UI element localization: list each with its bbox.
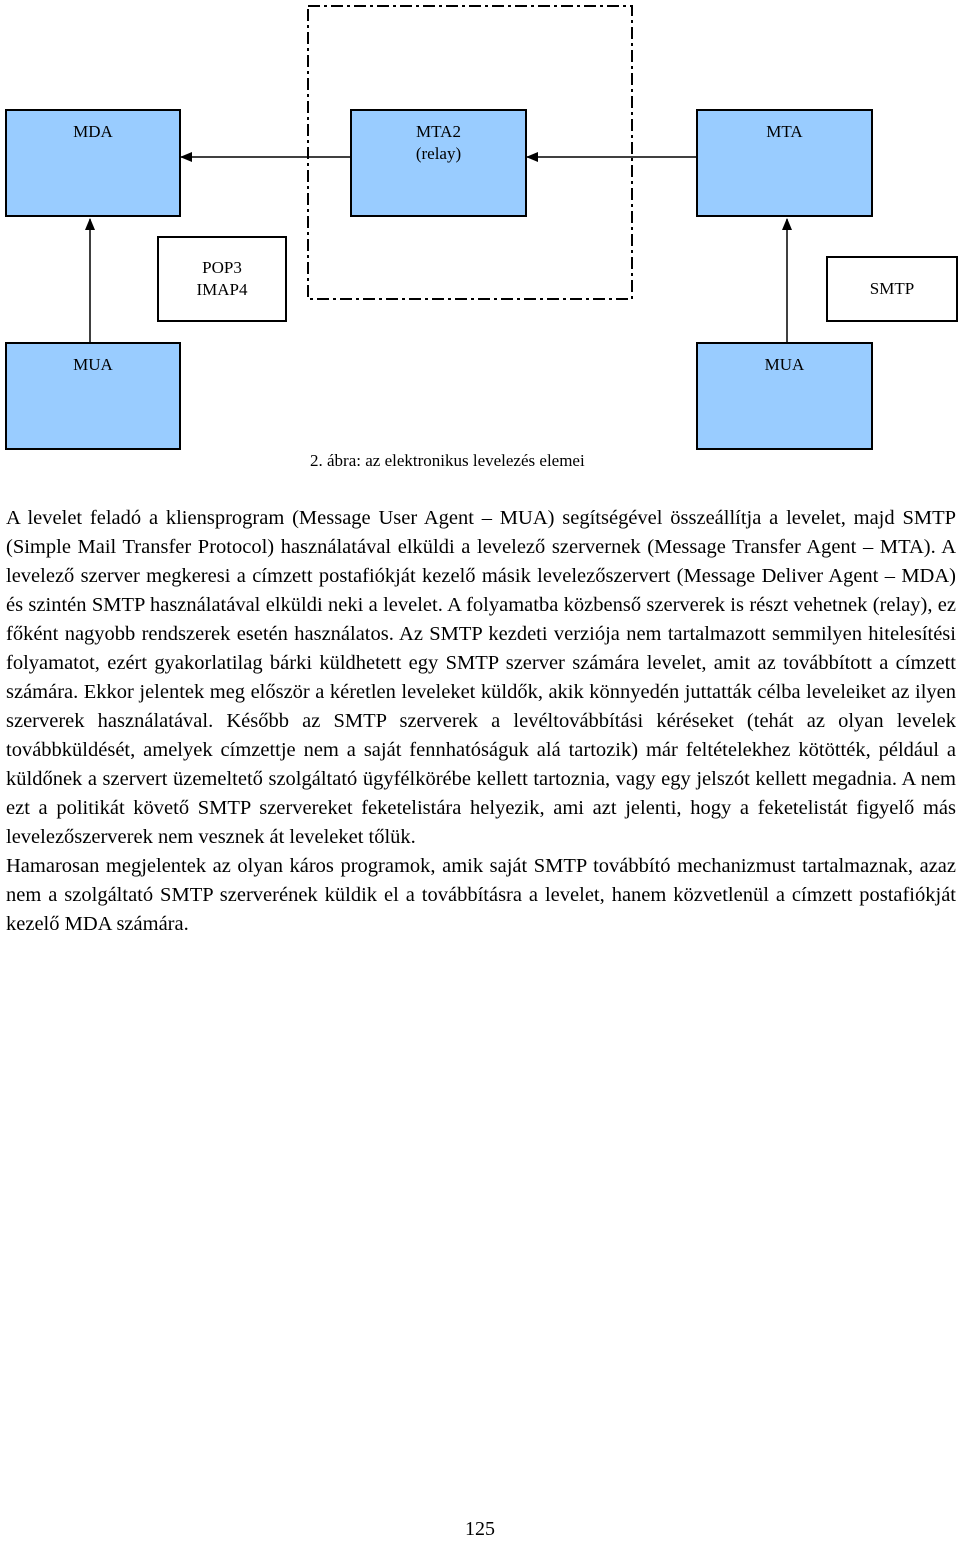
mta2-label: MTA2 (relay) bbox=[415, 122, 462, 163]
mua-left-box bbox=[5, 342, 181, 450]
pop3-imap4-box bbox=[157, 236, 287, 322]
figure-caption: 2. ábra: az elektronikus levelezés elemei bbox=[310, 451, 585, 470]
smtp-label: SMTP bbox=[869, 279, 915, 298]
body-text bbox=[6, 504, 956, 939]
mta2-box bbox=[350, 109, 527, 217]
paragraph: A levelet feladó a kliensprogram (Message User Agent – MUA) segítségével összeállítja a levelet, majd SMTP (Simple Mail Transfer Protocol) használatával elküldi a levelező szervernek (Message Transfer Agent – MTA). A levelező szerver megkeresi a címzett postafiókját kezelő másik levelezőszervert (Message Deliver Agent – MDA) és szintén SMTP használatával elküldi neki a levelet. A folyamatba közbenső szerverek is részt vehetnek (relay), ez főként nagyobb rendszerek esetén használatos. Az SMTP kezdeti verziója nem tartalmazott semmilyen hitelesítési folyamatot, ezért gyakorlatilag bárki küldhetett egy SMTP szerver számára levelet, amit az továbbított a címzett számára. Ekkor jelentek meg először a kéretlen leveleket küldők, akik könnyedén juttatták célba leveleiket az ilyen szerverek használatával. Később az SMTP szerverek a levéltovábbítási kéréseket (tehát az olyan levelek továbbküldését, amelyek címzettje nem a saját fennhatóságuk alá tartozik) már feltételekhez kötötték, például a küldőnek a szervert üzemeltető szolgáltató ügyfélkörébe kellett tartoznia, vagy egy jelszót kellett megadnia. A nem ezt a politikát követő SMTP szervereket feketelistára helyezik, ami azt jelenti, hogy a feketelistát figyelő más levelezőszerverek nem vesznek át leveleket tőlük. bbox=[6, 507, 956, 848]
mda-label: MDA bbox=[73, 122, 113, 141]
mua-right-box bbox=[696, 342, 873, 450]
pop3-imap4-label: POP3 IMAP4 bbox=[196, 258, 248, 299]
mta-box bbox=[696, 109, 873, 217]
mta-label: MTA bbox=[766, 122, 803, 141]
mda-box bbox=[5, 109, 181, 217]
smtp-box bbox=[826, 256, 958, 322]
mua-left-label: MUA bbox=[73, 355, 113, 374]
mua-right-label: MUA bbox=[764, 355, 805, 374]
paragraph: Hamarosan megjelentek az olyan káros programok, amik saját SMTP továbbító mechanizmust tartalmaznak, azaz nem a szolgáltató SMTP szerverének küldik el a továbbításra a levelet, hanem közvetlenül a címzett postafiókját kezelő MDA számára. bbox=[6, 855, 956, 935]
page-number: 125 bbox=[465, 1518, 495, 1540]
